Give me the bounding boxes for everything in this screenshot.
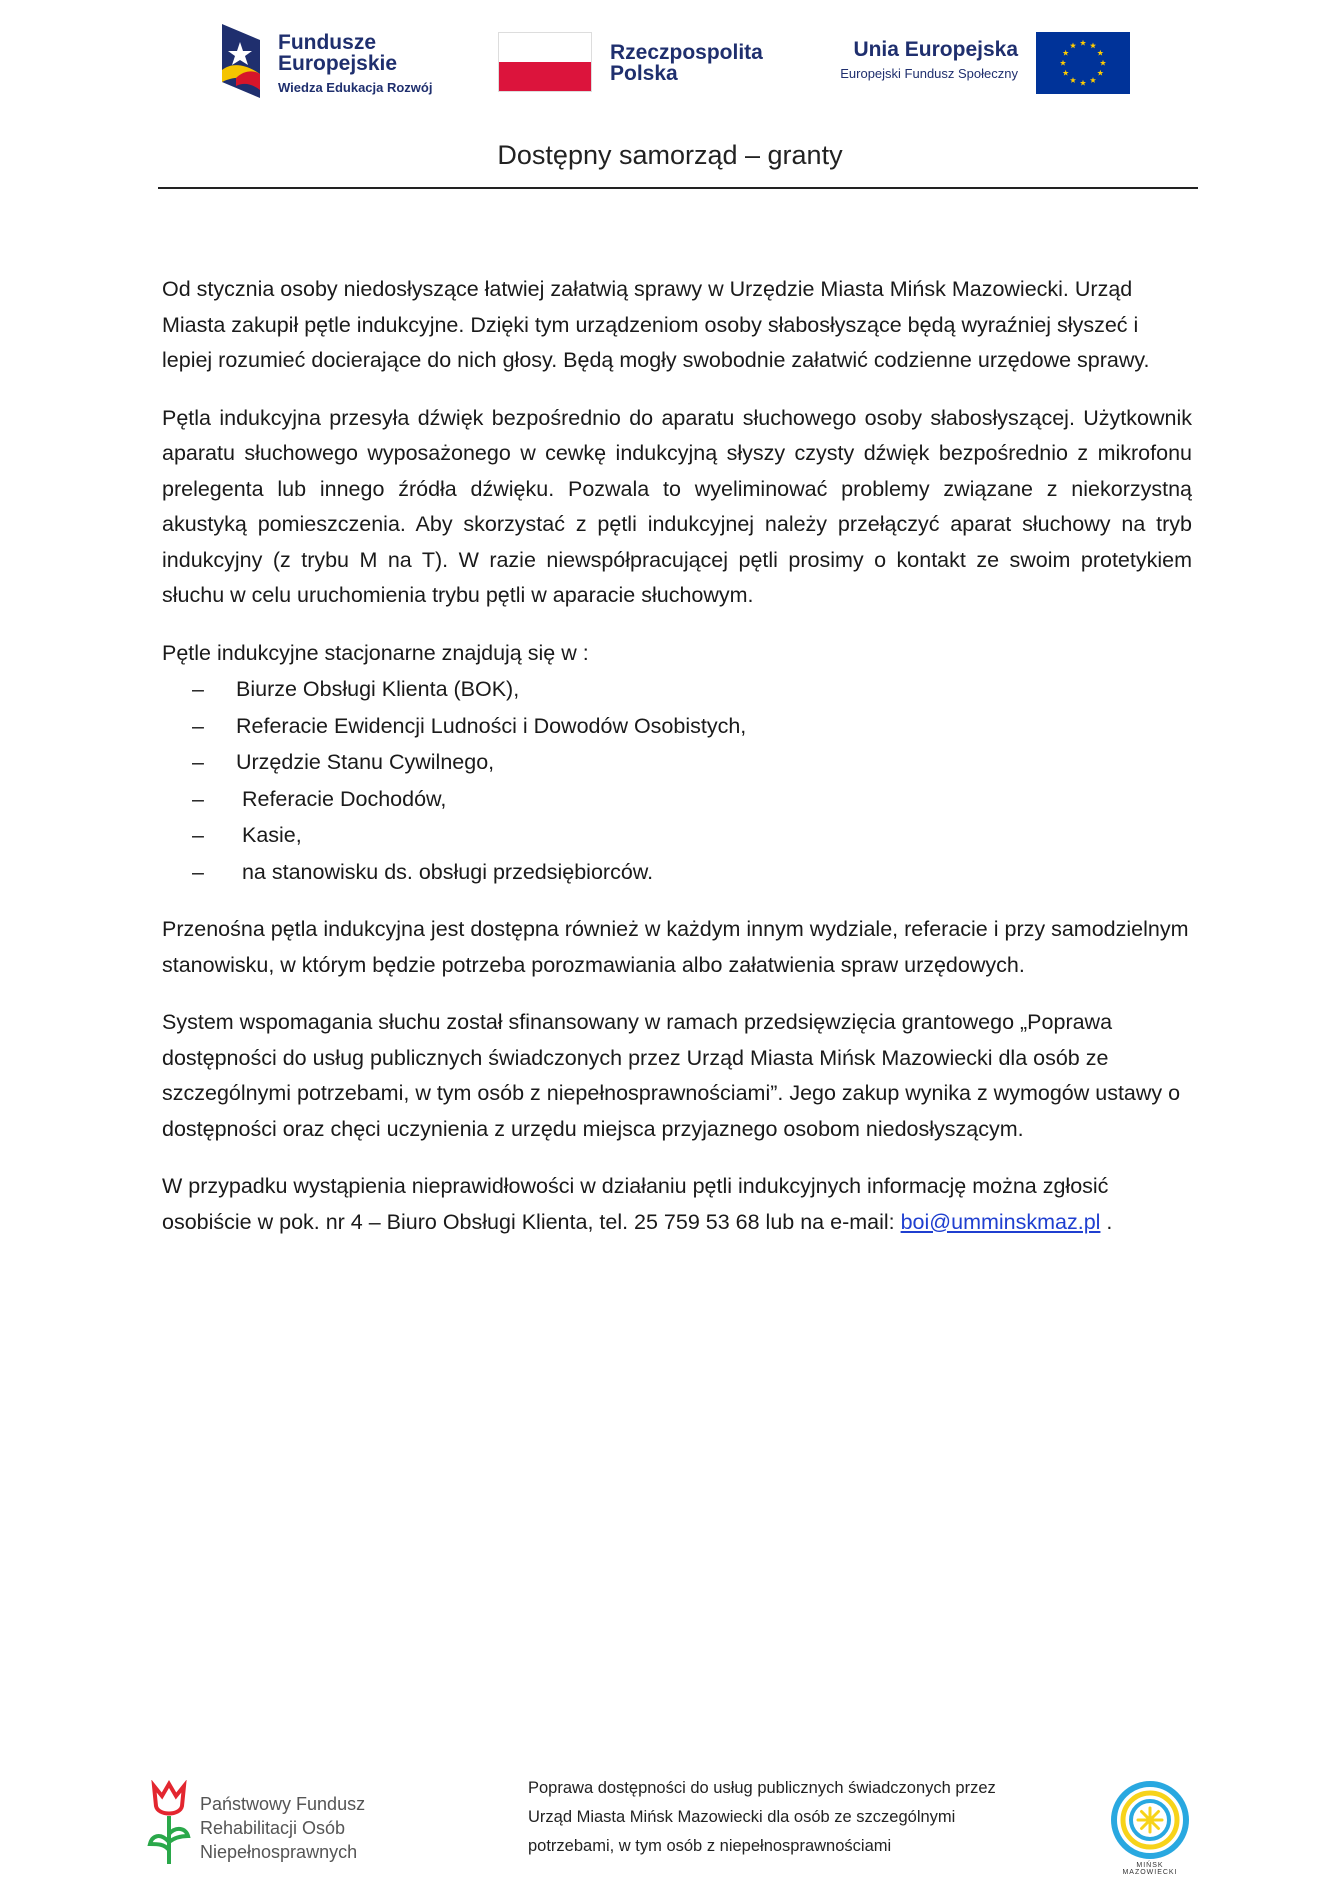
eu-title: Unia Europejska	[853, 38, 1018, 61]
pfron-logo	[146, 1780, 386, 1878]
tulip-icon	[146, 1780, 192, 1868]
fundusze-europejskie-logo	[218, 18, 448, 102]
eu-subtitle: Europejski Fundusz Społeczny	[840, 66, 1018, 81]
unia-europejska-logo	[820, 32, 1130, 94]
list-item: – Urzędzie Stanu Cywilnego,	[192, 750, 495, 774]
logo-bar	[0, 0, 1340, 110]
minsk-label: MIŃSK MAZOWIECKI	[1122, 1862, 1178, 1876]
paragraph-intro: Od stycznia osoby niedosłyszące łatwiej załatwią sprawy w Urzędzie Miasta Mińsk Mazowiecki. Urząd Miasta zakupił pętle indukcyjne. Dzięki tym urządzeniom osoby słabosłyszące będą wyraźniej słyszeć i lepiej rozumieć docierające do nich głosy. Będą mogły swobodnie załatwić codzienne urzędowe sprawy.	[162, 277, 1150, 372]
paragraph-financing: System wspomagania słuchu został sfinansowany w ramach przedsięwzięcia grantowego „Poprawa dostępności do usług publicznych świadczonych przez Urząd Miasta Mińsk Mazowiecki dla osób ze szczególnymi potrzebami, w tym osób z niepełnosprawnościami”. Jego zakup wynika z wymogów ustawy o dostępności oraz chęci uczynienia z urzędu miejsca przyjaznego osobom niedosłyszącym.	[162, 1010, 1181, 1141]
pfron-line-2: Rehabilitacji Osób	[200, 1818, 346, 1838]
footer-line-1: Poprawa dostępności do usług publicznych świadczonych przez	[528, 1779, 996, 1797]
minsk-mazowiecki-logo	[1108, 1778, 1192, 1878]
list-intro: Pętle indukcyjne stacjonarne znajdują się w :	[162, 640, 589, 665]
locations-list	[162, 671, 1192, 890]
pfron-line-1: Państwowy Fundusz	[200, 1794, 366, 1814]
paragraph-induction-loop: Pętla indukcyjna przesyła dźwięk bezpośrednio do aparatu słuchowego osoby słabosłyszącej. Użytkownik aparatu słuchowego wyposażonego w cewkę indukcyjną słyszy czysty dźwięk bezpośrednio z mikrofonu prelegenta lub innego źródła dźwięku. Pozwala to wyeliminować problemy związane z niekorzystną akustyką pomieszczenia. Aby skorzystać z pętli indukcyjnej należy przełączyć aparat słuchowy na tryb indukcyjny (z trybu M na T). W razie niewspółpracującej pętli prosimy o kontakt ze swoim protetykiem słuchu w celu uruchomienia trybu pętli w aparacie słuchowym.	[162, 405, 1192, 607]
footer-line-3: potrzebami, w tym osób z niepełnosprawnościami	[528, 1837, 892, 1855]
polish-flag-icon	[498, 32, 592, 92]
document-body	[162, 272, 1192, 1262]
footer	[0, 1760, 1340, 1890]
document-title: Dostępny samorząd – granty	[497, 140, 843, 170]
paragraph-contact	[162, 1169, 1192, 1240]
minsk-sun-icon	[1108, 1778, 1192, 1862]
list-item: – Referacie Ewidencji Ludności i Dowodów Osobistych,	[192, 713, 747, 738]
pl-name	[610, 42, 763, 84]
footer-line-2: Urząd Miasta Mińsk Mazowiecki dla osób ze szczególnymi	[528, 1808, 956, 1826]
fe-title-2: Europejskie	[278, 52, 398, 75]
list-item: – na stanowisku ds. obsługi przedsiębiorców.	[192, 859, 654, 884]
contact-text: W przypadku wystąpienia nieprawidłowości w działaniu pętli indukcyjnych informację można zgłosić osobiście w pok. nr 4 – Biuro Obsługi Klienta, tel. 25 759 53 68 lub na e-mail:	[162, 1174, 1109, 1234]
rzeczpospolita-polska-logo	[498, 32, 788, 94]
pl-name-1: Rzeczpospolita	[610, 41, 763, 64]
eu-text	[840, 38, 1018, 81]
pfron-text	[200, 1792, 365, 1864]
list-item: – Biurze Obsługi Klienta (BOK),	[192, 677, 520, 701]
eu-flag-icon	[1036, 32, 1130, 94]
title-rule	[158, 187, 1198, 189]
fe-title-1: Fundusze	[278, 31, 376, 54]
pfron-line-3: Niepełnosprawnych	[200, 1842, 358, 1862]
contact-end: .	[1100, 1209, 1113, 1234]
fe-subtitle: Wiedza Edukacja Rozwój	[278, 80, 433, 95]
email-link[interactable]: boi@umminskmaz.pl	[900, 1209, 1101, 1234]
list-item: – Kasie,	[192, 823, 302, 847]
paragraph-portable-loop: Przenośna pętla indukcyjna jest dostępna również w każdym innym wydziale, referacie i przy samodzielnym stanowisku, w którym będzie potrzeba porozmawiania albo załatwienia spraw urzędowych.	[162, 917, 1189, 977]
list-item: – Referacie Dochodów,	[192, 786, 447, 811]
fe-star-icon	[218, 20, 266, 100]
fe-text	[278, 32, 432, 95]
footer-project-text	[528, 1774, 1088, 1861]
pl-name-2: Polska	[610, 62, 678, 85]
